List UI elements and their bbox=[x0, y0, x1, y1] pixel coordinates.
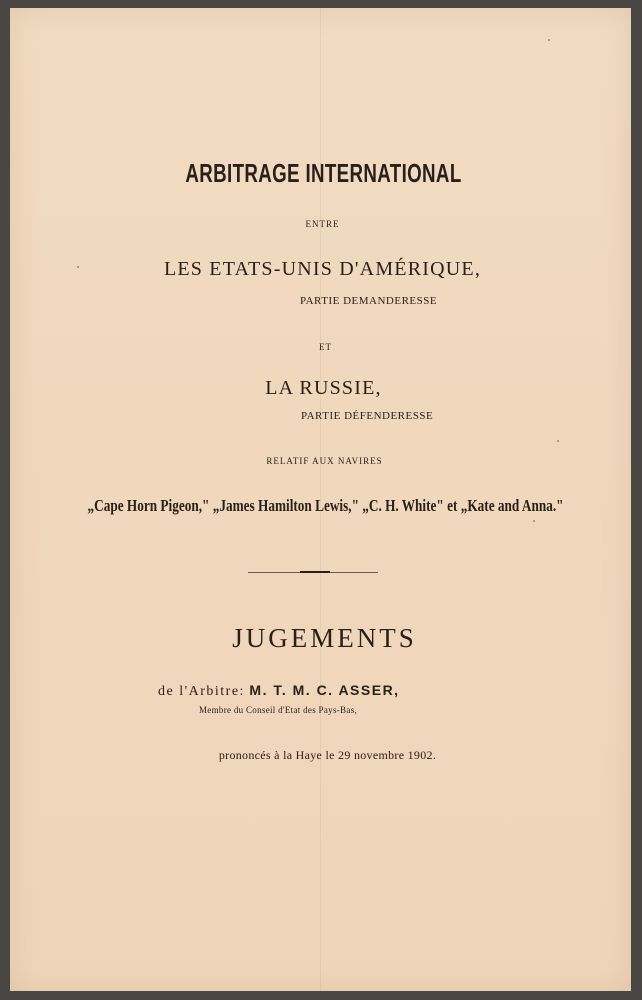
paper-spot bbox=[557, 440, 559, 442]
defendant-party: LA RUSSIE, bbox=[265, 377, 382, 399]
arbitrator-name: M. T. M. C. ASSER, bbox=[249, 682, 400, 698]
entre-label: ENTRE bbox=[305, 219, 340, 229]
arbitrator-label: de l'Arbitre: bbox=[158, 684, 245, 699]
arbitrator-title: Membre du Conseil d'Etat des Pays-Bas, bbox=[199, 705, 358, 715]
arbitrator-line bbox=[158, 682, 400, 700]
et-label: ET bbox=[319, 342, 332, 352]
paper-spot bbox=[548, 39, 550, 41]
claimant-party: LES ETATS-UNIS D'AMÉRIQUE, bbox=[163, 258, 482, 280]
jugements-heading: JUGEMENTS bbox=[232, 623, 417, 653]
claimant-role: PARTIE DEMANDERESSE bbox=[300, 295, 438, 307]
divider-rule-center bbox=[300, 571, 330, 573]
document-page bbox=[10, 8, 631, 991]
pronouncement-date: prononcés à la Haye le 29 novembre 1902. bbox=[218, 748, 437, 762]
ship-names: „Cape Horn Pigeon," „James Hamilton Lewis," „C. H. White" et „Kate and Anna." bbox=[87, 496, 564, 515]
relatif-label: RELATIF AUX NAVIRES bbox=[266, 456, 383, 466]
paper-spot bbox=[533, 520, 535, 522]
defendant-role: PARTIE DÉFENDERESSE bbox=[301, 410, 434, 422]
document-title: ARBITRAGE INTERNATIONAL bbox=[185, 158, 462, 188]
paper-spot bbox=[77, 266, 79, 268]
